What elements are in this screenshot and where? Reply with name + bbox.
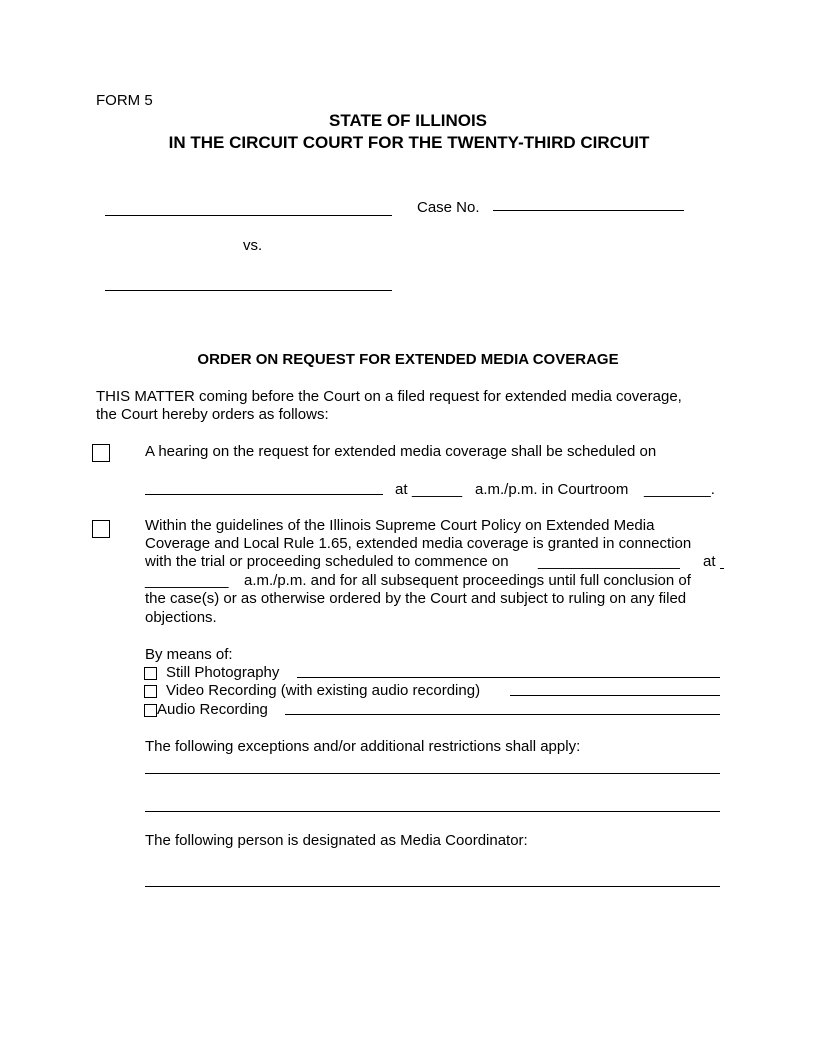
hearing-time-blank[interactable]: ______	[412, 481, 463, 498]
still-photography-line[interactable]	[297, 677, 720, 678]
means-label: By means of:	[145, 646, 233, 663]
video-recording-checkbox[interactable]	[144, 685, 157, 698]
granted-line-5: the case(s) or as otherwise ordered by the Court and subject to ruling on any filed	[145, 590, 687, 607]
exceptions-label: The following exceptions and/or additional restrictions shall apply:	[145, 738, 581, 755]
order-title: ORDER ON REQUEST FOR EXTENDED MEDIA COVERAGE	[197, 351, 619, 368]
granted-line-4: a.m./p.m. and for all subsequent proceedings until full conclusion of	[244, 572, 691, 589]
granted-line-1: Within the guidelines of the Illinois Supreme Court Policy on Extended Media	[145, 517, 655, 534]
courtroom-blank[interactable]: ________.	[644, 481, 715, 498]
intro-line-2: the Court hereby orders as follows:	[96, 406, 329, 423]
case-no-line[interactable]	[493, 210, 684, 211]
coverage-granted-checkbox[interactable]	[92, 520, 110, 538]
commence-date-blank[interactable]: _________________	[538, 553, 680, 570]
coordinator-line[interactable]	[145, 886, 720, 887]
video-recording-label: Video Recording (with existing audio recording)	[166, 682, 481, 699]
hearing-ampm-label: a.m./p.m. in Courtroom	[475, 481, 629, 498]
court-circuit-heading: IN THE CIRCUIT COURT FOR THE TWENTY-THIRD CIRCUIT	[168, 133, 650, 152]
still-photography-label: Still Photography	[166, 664, 280, 681]
court-state-heading: STATE OF ILLINOIS	[328, 111, 488, 130]
granted-at-label: at	[703, 553, 716, 570]
video-recording-line[interactable]	[510, 695, 720, 696]
case-no-label: Case No.	[417, 199, 480, 216]
coordinator-label: The following person is designated as Media Coordinator:	[145, 832, 528, 849]
audio-recording-label: Audio Recording	[157, 701, 268, 718]
intro-line-1: THIS MATTER coming before the Court on a filed request for extended media coverage,	[96, 388, 682, 405]
hearing-checkbox[interactable]	[92, 444, 110, 462]
audio-recording-checkbox[interactable]	[144, 704, 157, 717]
hearing-text: A hearing on the request for extended media coverage shall be scheduled on	[145, 443, 657, 460]
form-number: FORM 5	[96, 92, 153, 109]
defendant-name-line[interactable]	[105, 290, 392, 291]
plaintiff-name-line[interactable]	[105, 215, 392, 216]
hearing-date-line[interactable]	[145, 494, 383, 495]
granted-line-2: Coverage and Local Rule 1.65, extended media coverage is granted in connection	[145, 535, 692, 552]
granted-line-3: with the trial or proceeding scheduled to commence on	[145, 553, 509, 570]
commence-time-blank[interactable]: __________	[145, 572, 229, 589]
granted-at-tail	[720, 568, 724, 569]
audio-recording-line[interactable]	[285, 714, 720, 715]
exceptions-line-2[interactable]	[145, 811, 720, 812]
versus-label: vs.	[243, 237, 263, 254]
still-photography-checkbox[interactable]	[144, 667, 157, 680]
exceptions-line-1[interactable]	[145, 773, 720, 774]
granted-line-6: objections.	[145, 609, 217, 626]
hearing-at-label: at	[395, 481, 408, 498]
